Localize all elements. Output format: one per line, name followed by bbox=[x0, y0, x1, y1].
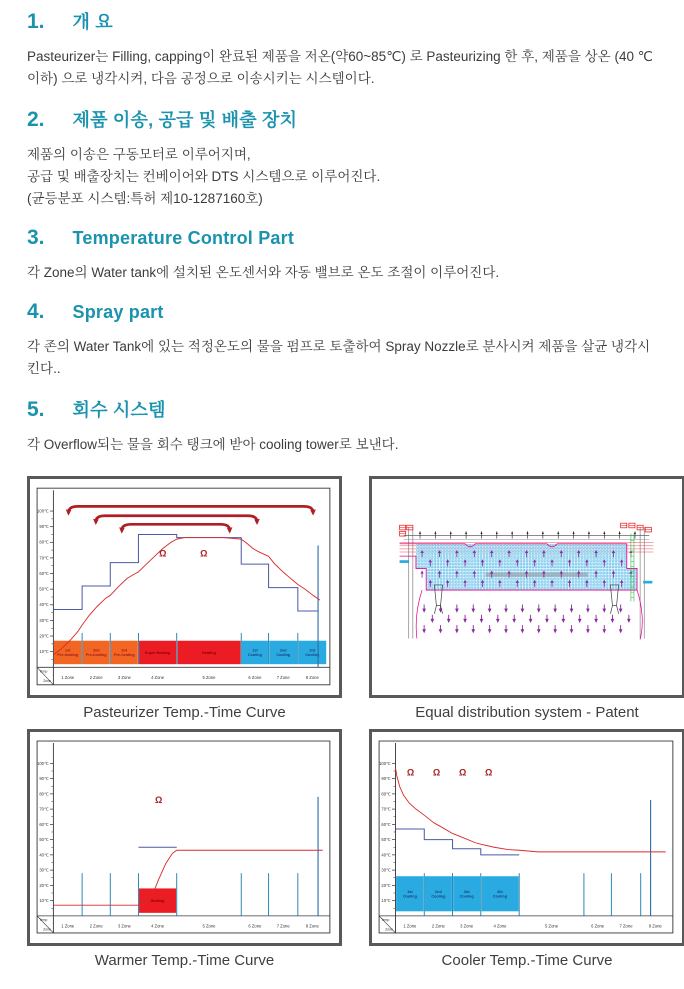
section-4-body bbox=[27, 336, 658, 380]
figure-box bbox=[369, 476, 684, 698]
figure-cooler bbox=[369, 729, 684, 977]
tick-arrowhead bbox=[480, 531, 482, 534]
section-3-body bbox=[27, 262, 658, 284]
zone-label: 8 Zone bbox=[305, 923, 319, 929]
down-arrowhead bbox=[570, 629, 574, 633]
tick-arrowhead bbox=[511, 531, 513, 534]
distribution-band-lower bbox=[426, 568, 637, 590]
section-paragraph: 제품의 이송은 구동모터로 이루어지며, bbox=[27, 147, 251, 162]
nozzle-omega-icon: Ω bbox=[458, 767, 467, 778]
y-tick-label: 50℃ bbox=[39, 586, 49, 592]
down-arrowhead bbox=[455, 609, 459, 613]
down-arrowhead bbox=[529, 619, 533, 623]
zone-label: 6 Zone bbox=[248, 675, 262, 681]
y-tick-label: 80℃ bbox=[39, 791, 49, 797]
corner-temp-label: Temp bbox=[381, 917, 390, 922]
process-block-label: 1st bbox=[252, 648, 258, 653]
section-number: 2. bbox=[27, 108, 45, 131]
zone-label: 4 Zone bbox=[151, 675, 165, 681]
y-tick-label: 70℃ bbox=[39, 555, 49, 561]
down-arrowhead bbox=[553, 629, 557, 633]
zone-label: 5 Zone bbox=[202, 923, 216, 929]
zone-label: 2 Zone bbox=[89, 923, 103, 929]
y-tick-label: 10℃ bbox=[381, 898, 391, 904]
section-title: 개 요 bbox=[72, 12, 113, 32]
down-arrowhead bbox=[586, 629, 590, 633]
section-3-heading bbox=[27, 226, 658, 250]
y-tick-label: 80℃ bbox=[39, 539, 49, 545]
process-block-label: 4th bbox=[497, 889, 503, 894]
process-block-label: Heating bbox=[150, 899, 165, 904]
zone-label: 3 Zone bbox=[460, 923, 474, 929]
down-arrowhead bbox=[537, 629, 541, 633]
section-title: 제품 이송, 공급 및 배출 장치 bbox=[72, 110, 298, 130]
tick-arrowhead bbox=[588, 531, 590, 534]
section-5-body bbox=[27, 434, 658, 456]
corner-zone-label: Zone bbox=[43, 927, 51, 932]
down-arrowhead bbox=[422, 609, 426, 613]
corner-zone-label: Zone bbox=[385, 927, 393, 932]
process-block-label: 2nd bbox=[279, 648, 287, 653]
arrowhead bbox=[254, 519, 260, 525]
arrowhead bbox=[66, 509, 72, 515]
arrowhead bbox=[119, 527, 125, 533]
process-block-label: 3rd bbox=[463, 889, 470, 894]
arrowhead bbox=[227, 527, 233, 533]
down-arrowhead bbox=[422, 629, 426, 633]
warmer-temp-time-chart bbox=[33, 735, 336, 940]
process-block-label: Heating bbox=[202, 650, 216, 655]
process-block-label: Cooling bbox=[492, 894, 508, 899]
section-paragraph: 각 Zone의 Water tank에 설치된 온도센서와 자동 밸브로 온도 조절이 이루어진다. bbox=[27, 265, 500, 280]
equal-distribution-diagram bbox=[375, 482, 679, 692]
zone-label: 2 Zone bbox=[89, 675, 103, 681]
tick-arrowhead bbox=[526, 531, 528, 534]
section-1-body bbox=[27, 46, 658, 90]
zone-label: 5 Zone bbox=[202, 675, 216, 681]
section-1-heading bbox=[27, 8, 658, 34]
down-arrowhead bbox=[496, 619, 500, 623]
nozzle-omega-icon: Ω bbox=[159, 548, 167, 559]
figure-caption: Equal distribution system - Patent bbox=[415, 704, 639, 721]
y-tick-label: 20℃ bbox=[39, 633, 49, 639]
zone-label: 4 Zone bbox=[151, 923, 165, 929]
zone-label: 1 Zone bbox=[403, 923, 417, 929]
water-temp-step-line bbox=[53, 534, 318, 611]
y-tick-label: 30℃ bbox=[39, 617, 49, 623]
y-tick-label: 50℃ bbox=[39, 837, 49, 843]
process-block-label: Cooling bbox=[247, 653, 262, 658]
zone-label: 2 Zone bbox=[431, 923, 445, 929]
figure-equal-distribution bbox=[369, 476, 684, 729]
process-block-label: 2nd bbox=[92, 648, 100, 653]
figure-box bbox=[27, 729, 342, 946]
section-number: 5. bbox=[27, 398, 45, 421]
process-block-label: Pre-heating bbox=[57, 653, 79, 658]
zone-label: 5 Zone bbox=[545, 923, 559, 929]
zone-label: 3 Zone bbox=[117, 675, 131, 681]
down-arrowhead bbox=[545, 619, 549, 623]
tick-arrowhead bbox=[465, 531, 467, 534]
figure-warmer bbox=[27, 729, 342, 977]
y-tick-label: 60℃ bbox=[39, 821, 49, 827]
down-arrowhead bbox=[586, 609, 590, 613]
zone-label: 8 Zone bbox=[305, 675, 319, 681]
process-block-label: Super Heating bbox=[144, 650, 171, 655]
zone-label: 7 Zone bbox=[276, 675, 290, 681]
zone-label: 7 Zone bbox=[276, 923, 290, 929]
section-2-body bbox=[27, 144, 658, 210]
down-arrowhead bbox=[594, 619, 598, 623]
down-arrowhead bbox=[480, 619, 484, 623]
y-tick-label: 50℃ bbox=[381, 837, 391, 843]
process-block-label: Cooling bbox=[402, 894, 417, 899]
process-block-label: 2nd bbox=[435, 889, 442, 894]
section-paragraph: Pasteurizer는 Filling, capping이 완료된 제품을 저온(약60~85℃) 로 Pasteurizing 한 후, 제품을 상온 (40 ℃ 이하) 으로 냉각시켜, 다음 공정으로 이송시키는 시스템이다. bbox=[27, 49, 653, 86]
down-arrowhead bbox=[504, 609, 508, 613]
tick-arrowhead bbox=[573, 531, 575, 534]
corner-zone-label: Zone bbox=[43, 679, 51, 684]
tick-arrowhead bbox=[419, 531, 421, 534]
y-tick-label: 100℃ bbox=[379, 760, 391, 766]
process-block-label: Pre-heating bbox=[113, 653, 135, 658]
y-tick-label: 90℃ bbox=[39, 776, 49, 782]
y-tick-label: 10℃ bbox=[39, 649, 49, 655]
corner-temp-label: Temp bbox=[39, 917, 48, 922]
y-tick-label: 10℃ bbox=[39, 898, 49, 904]
section-number: 3. bbox=[27, 226, 45, 249]
down-arrowhead bbox=[561, 619, 565, 623]
down-arrowhead bbox=[537, 609, 541, 613]
figure-grid bbox=[27, 476, 662, 977]
right-curtain bbox=[637, 590, 642, 639]
section-paragraph: 각 존의 Water Tank에 있는 적정온도의 물을 펌프로 토출하여 Spray Nozzle로 분사시켜 제품을 살균 냉각시킨다.. bbox=[27, 339, 651, 376]
y-tick-label: 80℃ bbox=[381, 791, 391, 797]
down-arrowhead bbox=[570, 609, 574, 613]
heat-recovery-arrow bbox=[122, 524, 230, 530]
y-tick-label: 90℃ bbox=[381, 776, 391, 782]
nozzle-omega-icon: Ω bbox=[406, 767, 415, 778]
down-arrowhead bbox=[627, 619, 631, 623]
down-arrowhead bbox=[619, 609, 623, 613]
tick-arrowhead bbox=[542, 531, 544, 534]
section-2-heading bbox=[27, 106, 658, 132]
section-5-heading bbox=[27, 396, 658, 422]
arrowhead bbox=[310, 509, 316, 515]
zone-label: 1 Zone bbox=[61, 923, 75, 929]
zone-label: 8 Zone bbox=[648, 923, 662, 929]
gray-streak bbox=[486, 573, 588, 577]
down-arrowhead bbox=[430, 619, 434, 623]
figure-caption: Pasteurizer Temp.-Time Curve bbox=[83, 704, 286, 721]
tick-arrowhead bbox=[619, 531, 621, 534]
water-temp-step-line bbox=[395, 829, 519, 855]
down-arrowhead bbox=[578, 619, 582, 623]
process-block-label: Pre-heating bbox=[85, 653, 107, 658]
down-arrowhead bbox=[602, 609, 606, 613]
process-block-label: Cooling bbox=[276, 653, 291, 658]
down-arrowhead bbox=[463, 619, 467, 623]
figure-box bbox=[27, 476, 342, 698]
tick-arrowhead bbox=[603, 531, 605, 534]
section-title: Spray part bbox=[72, 302, 164, 322]
nozzle-omega-icon: Ω bbox=[485, 767, 493, 778]
down-arrowhead bbox=[619, 629, 623, 633]
process-block-label: 1st bbox=[65, 648, 71, 653]
y-tick-label: 20℃ bbox=[381, 882, 391, 888]
chart-frame bbox=[37, 741, 330, 933]
zone-label: 6 Zone bbox=[591, 923, 605, 929]
figure-caption: Warmer Temp.-Time Curve bbox=[94, 952, 275, 969]
section-title: 회수 시스템 bbox=[72, 400, 166, 420]
down-arrowhead bbox=[611, 619, 615, 623]
down-arrowhead bbox=[521, 629, 525, 633]
section-paragraph: (균등분포 시스템:특허 제10-1287160호) bbox=[27, 191, 263, 206]
zone-label: 7 Zone bbox=[619, 923, 633, 929]
down-arrowhead bbox=[488, 609, 492, 613]
section-title: Temperature Control Part bbox=[72, 228, 295, 248]
down-arrowhead bbox=[504, 629, 508, 633]
tick-arrowhead bbox=[450, 531, 452, 534]
zone-label: 3 Zone bbox=[117, 923, 131, 929]
down-arrowhead bbox=[512, 619, 516, 623]
heat-recovery-arrow bbox=[68, 506, 313, 512]
up-arrowhead bbox=[420, 571, 423, 574]
down-arrowhead bbox=[439, 629, 443, 633]
cooler-temp-time-chart bbox=[375, 735, 679, 940]
nozzle-omega-icon: Ω bbox=[200, 548, 208, 559]
process-block-label: Cooling bbox=[305, 653, 320, 658]
left-curtain bbox=[416, 590, 422, 638]
process-block-label: 3rd bbox=[121, 648, 128, 653]
y-tick-label: 100℃ bbox=[37, 508, 49, 514]
nozzle-omega-icon: Ω bbox=[432, 767, 441, 778]
tick-arrowhead bbox=[496, 531, 498, 534]
process-block-label: Cooling bbox=[459, 894, 474, 899]
section-number: 4. bbox=[27, 300, 45, 323]
arrowhead bbox=[93, 519, 99, 525]
down-arrowhead bbox=[553, 609, 557, 613]
tick-arrowhead bbox=[434, 531, 436, 534]
zone-label: 1 Zone bbox=[61, 675, 75, 681]
figure-pasteurizer bbox=[27, 476, 342, 729]
y-tick-label: 40℃ bbox=[381, 852, 391, 858]
pasteurizer-temp-time-chart bbox=[33, 482, 336, 692]
down-arrowhead bbox=[602, 629, 606, 633]
down-arrowhead bbox=[488, 629, 492, 633]
process-block-label: 1st bbox=[407, 889, 413, 894]
y-tick-label: 40℃ bbox=[39, 602, 49, 608]
section-paragraph: 각 Overflow되는 물을 회수 탱크에 받아 cooling tower로 보낸다. bbox=[27, 437, 399, 452]
nozzle-omega-icon: Ω bbox=[154, 795, 163, 805]
y-tick-label: 70℃ bbox=[39, 806, 49, 812]
y-tick-label: 60℃ bbox=[39, 570, 49, 576]
section-number: 1. bbox=[27, 10, 45, 33]
zone-label: 4 Zone bbox=[493, 923, 507, 929]
section-4-heading bbox=[27, 300, 658, 324]
down-arrowhead bbox=[521, 609, 525, 613]
product-temp-curve bbox=[53, 850, 322, 905]
down-arrowhead bbox=[471, 609, 475, 613]
section-paragraph: 공급 및 배출장치는 컨베이어와 DTS 시스템으로 이루어진다. bbox=[27, 169, 381, 184]
figure-caption: Cooler Temp.-Time Curve bbox=[441, 952, 613, 969]
y-tick-label: 30℃ bbox=[381, 867, 391, 873]
down-arrowhead bbox=[455, 629, 459, 633]
process-block-label: 3rd bbox=[309, 648, 316, 653]
blue-tick-right bbox=[643, 581, 652, 584]
corner-temp-label: Temp bbox=[39, 669, 48, 674]
blue-tick-left bbox=[400, 560, 409, 563]
y-tick-label: 90℃ bbox=[39, 524, 49, 530]
y-tick-label: 70℃ bbox=[381, 806, 391, 812]
down-arrowhead bbox=[447, 619, 451, 623]
y-tick-label: 40℃ bbox=[39, 852, 49, 858]
y-tick-label: 60℃ bbox=[381, 821, 391, 827]
y-tick-label: 100℃ bbox=[37, 760, 49, 766]
tick-arrowhead bbox=[557, 531, 559, 534]
zone-label: 6 Zone bbox=[248, 923, 262, 929]
y-tick-label: 30℃ bbox=[39, 867, 49, 873]
process-block-label: Cooling bbox=[431, 894, 446, 899]
y-tick-label: 20℃ bbox=[39, 882, 49, 888]
heat-recovery-arrow bbox=[96, 516, 257, 522]
down-arrowhead bbox=[471, 629, 475, 633]
figure-box bbox=[369, 729, 684, 946]
